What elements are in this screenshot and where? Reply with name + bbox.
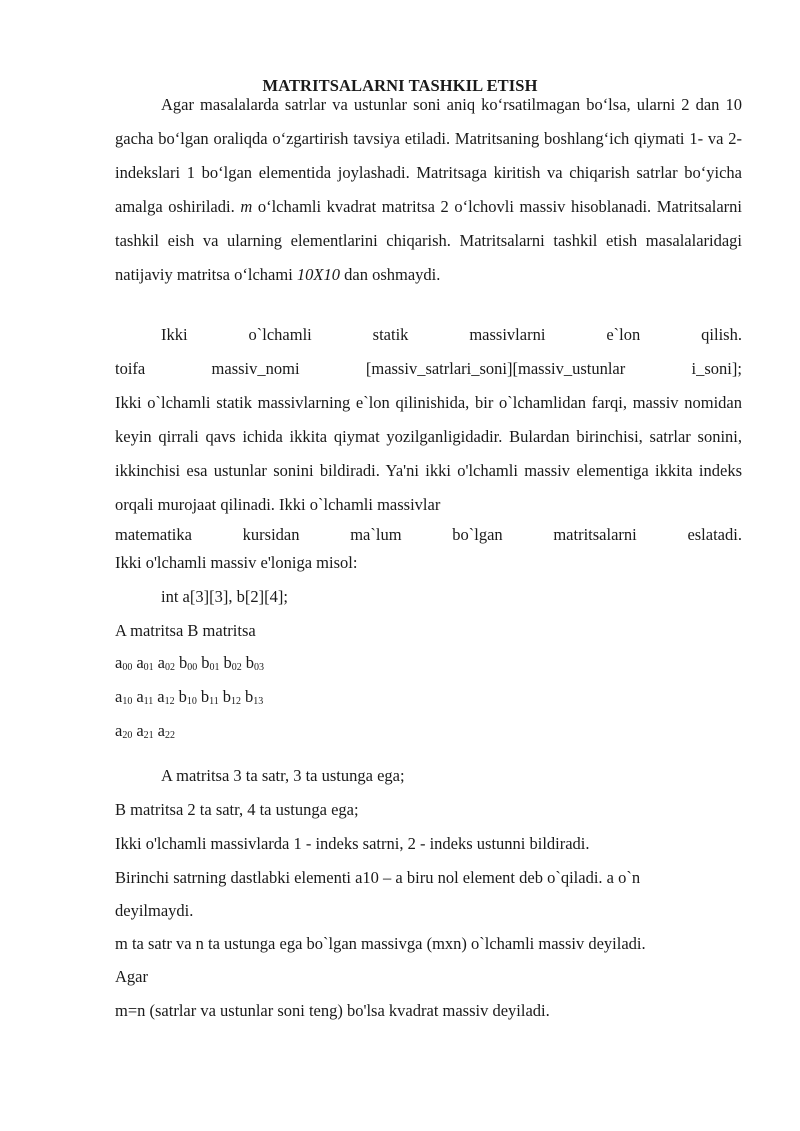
intro-m-italic: m [240,197,253,216]
matrix-element: $b_{00}$ [178,653,198,673]
word: bo`lgan [452,525,503,544]
word: toifa [115,359,146,378]
matrix-element: $b_{13}$ [245,687,264,707]
matrix-element: $a_{21}$ [136,721,154,741]
matrix-a-desc: A matritsa 3 ta satr, 3 ta ustunga ega; [161,766,405,785]
word: eslatadi. [687,525,742,544]
square-matrix-definition: m=n (satrlar va ustunlar soni teng) bo'lsa kvadrat massiv deyiladi. [115,1001,550,1020]
explanation-last-line [115,518,742,552]
matrix-element: $b_{12}$ [222,687,242,707]
word: qilish. [701,325,742,344]
declaration-syntax [115,352,742,386]
paragraph-intro [115,88,742,292]
example-label: Ikki o'lchamli massiv e'loniga misol: [115,553,358,572]
intro-text-end: dan oshmaydi. [344,265,441,284]
matrix-element: $a_{20}$ [115,721,133,741]
matrix-element: $b_{11}$ [200,687,219,707]
matrix-row [115,648,268,678]
word: [massiv_satrlari_soni][massiv_ustunlar [365,359,626,378]
matrix-b-desc: B matritsa 2 ta satr, 4 ta ustunga ega; [115,800,359,819]
intro-text-cont: o‘lchamli kvadrat matritsa 2 o‘lchovli massiv hisoblanadi. Matritsalarni tashkil eish va ularning elementlarini chiqarish. Matritsalarni tashkil etish masalalaridagi natijaviy matritsa o‘lchami [115,197,743,284]
declaration-heading [161,318,742,352]
matrix-element: $a_{10}$ [115,687,133,707]
matrix-element: $a_{02}$ [157,653,175,673]
agar-line: Agar [115,967,148,986]
page-title: MATRITSALARNI TASHKIL ETISH [262,76,538,95]
matrix-element: $a_{11}$ [136,687,154,707]
word: massiv_nomi [211,359,300,378]
code-line: int a[3][3], b[2][4]; [161,587,288,606]
word: massivlarni [469,325,546,344]
word: i_soni]; [691,359,742,378]
mxn-definition: m ta satr va n ta ustunga ega bo`lgan massivga (mxn) o`lchamli massiv deyiladi. [115,934,646,953]
matrix-element: $a_{12}$ [157,687,175,707]
word: e`lon [606,325,641,344]
matrix-row [115,682,267,712]
word: statik [372,325,409,344]
word: ma`lum [350,525,402,544]
paragraph-explanation: Ikki o`lchamli statik massivlarning e`lon qilinishida, bir o`lchamlidan farqi, massiv nomidan keyin qirrali qavs ichida ikkita qiymat yozilganligidadir. Bulardan birinchisi, satrlar sonini, ikkinchisi esa ustunlar sonini bildiradi. Ya'ni ikki o'lchamli massiv elementiga ikkita indeks orqali murojaat qilinadi. Ikki o`lchamli massivlar [115,393,742,514]
word: matritsalarni [553,525,637,544]
matrix-element: $b_{01}$ [201,653,220,673]
word: matematika [115,525,192,544]
word: o`lchamli [248,325,312,344]
matrix-header: A matritsa B matritsa [115,621,256,640]
matrix-row [115,716,179,746]
matrix-element: $a_{22}$ [157,721,175,741]
matrix-element: $a_{01}$ [136,653,154,673]
matrix-element: $b_{03}$ [245,653,264,673]
matrix-element: $b_{02}$ [223,653,242,673]
matrix-element: $b_{10}$ [178,687,197,707]
first-element-note-cont: deyilmaydi. [115,901,194,920]
intro-text: Agar masalalarda satrlar va ustunlar soni aniq ko‘rsatilmagan bo‘lsa, ularni 2 dan 10 gacha bo‘lgan oraliqda o‘zgartirish tavsiya etiladi. Matritsaning boshlang‘ich qiymati 1- va 2-indekslari 1 bo‘lgan elementida joylashadi. Matritsaga kiritish va chiqarish satrlar bo‘yicha amalga oshiriladi. [115,95,742,216]
first-element-note: Birinchi satrning dastlabki elementi a10 – a biru nol element deb o`qiladi. a o`n [115,868,641,887]
matrix-element: $a_{00}$ [115,653,133,673]
word: Ikki [161,325,188,344]
word: kursidan [242,525,300,544]
index-meaning: Ikki o'lchamli massivlarda 1 - indeks satrni, 2 - indeks ustunni bildiradi. [115,834,590,853]
intro-size-italic: 10X10 [296,265,340,284]
